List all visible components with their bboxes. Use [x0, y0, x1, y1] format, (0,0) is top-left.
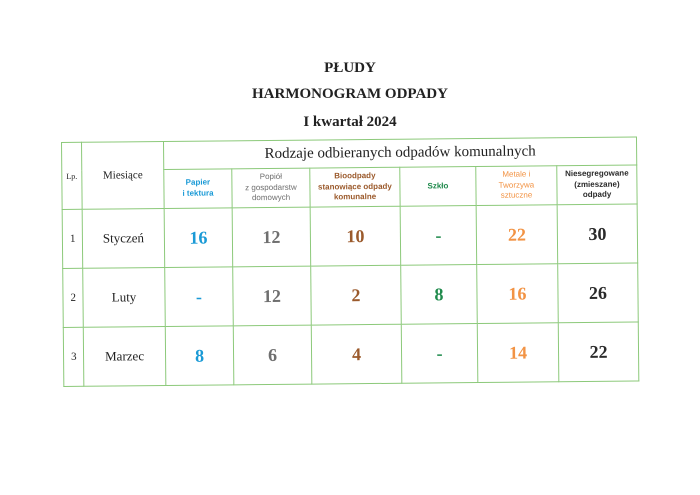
table-row	[62, 204, 638, 269]
category-paper: Papier i tektura	[164, 169, 232, 209]
quarter-title: I kwartał 2024	[303, 114, 397, 130]
month-header: Miesiące	[82, 142, 165, 210]
glass-date: 8	[401, 265, 478, 325]
schedule-table	[61, 136, 639, 387]
paper-date: 16	[164, 208, 233, 268]
mixed-date: 30	[557, 204, 638, 264]
category-ash: Popiół z gospodarstw domowych	[232, 168, 310, 208]
mixed-date: 26	[558, 263, 639, 323]
glass-date: -	[401, 324, 478, 384]
bio-date: 10	[310, 206, 401, 266]
category-bio: Bioodpady stanowiące odpady komunalne	[310, 167, 400, 207]
ash-date: 6	[233, 325, 312, 385]
row-month: Marzec	[83, 327, 166, 387]
row-number: 2	[63, 268, 84, 327]
bio-date: 4	[311, 324, 402, 384]
bio-date: 2	[311, 265, 402, 325]
row-month: Luty	[83, 268, 166, 328]
category-mixed: Niesegregowane (zmieszane) odpady	[557, 165, 637, 205]
lp-header: Lp.	[62, 142, 83, 209]
metal-plastic-date: 14	[477, 323, 559, 383]
table-row	[63, 322, 639, 387]
paper-date: 8	[165, 326, 234, 386]
paper-date: -	[165, 267, 234, 327]
waste-types-header: Rodzaje odbieranych odpadów komunalnych	[164, 137, 637, 170]
glass-date: -	[400, 206, 477, 266]
mixed-date: 22	[558, 322, 639, 382]
schedule-table-wrapper	[61, 136, 638, 387]
row-month: Styczeń	[82, 209, 165, 269]
row-number: 1	[62, 209, 83, 268]
ash-date: 12	[233, 266, 312, 326]
table-row	[63, 263, 639, 328]
category-metal-plastic: Metale i Tworzywa sztuczne	[476, 166, 557, 206]
metal-plastic-date: 22	[476, 205, 558, 265]
schedule-title: HARMONOGRAM ODPADY	[252, 86, 448, 102]
location-title: PŁUDY	[324, 60, 376, 76]
category-glass: Szkło	[400, 167, 476, 207]
row-number: 3	[63, 327, 84, 386]
ash-date: 12	[232, 207, 311, 267]
metal-plastic-date: 16	[477, 264, 559, 324]
